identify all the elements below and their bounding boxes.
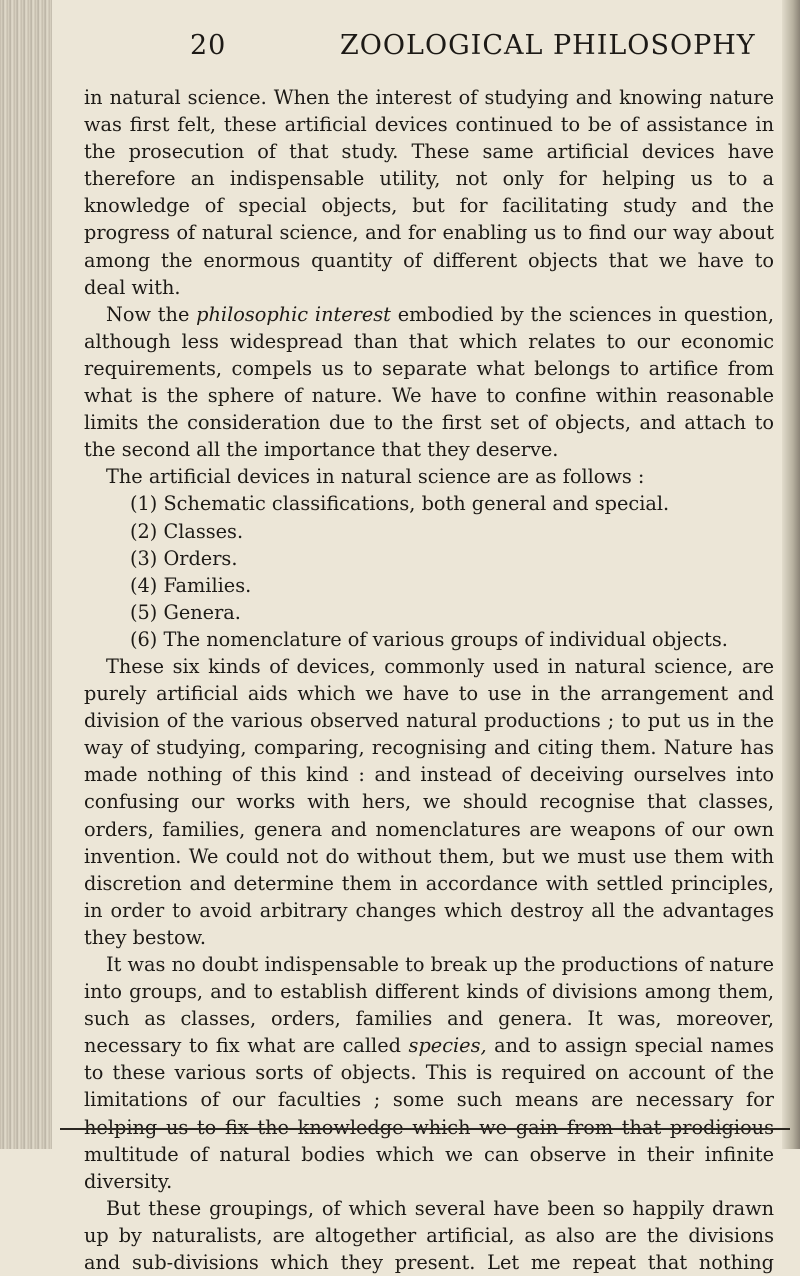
emphasis-philosophic-interest: philosophic interest	[196, 302, 391, 326]
bottom-rule	[60, 1128, 790, 1130]
paragraph-4: These six kinds of devices, commonly used in natural science, are purely artificial aids which we have to use in the arrangement and division of the various observed natural productions ; to put us in the way of studying, comparing, recognising and citing them. Nature has made nothing of this kind : and instead of deceiving ourselves into confusing our works with hers, we should recognise that classes, orders, families, genera and nomenclatures are weapons of our own invention. We could not do without them, but we must use them with discretion and determine them in accordance with settled principles, in order to avoid arbitrary changes which destroy all the advantages they bestow.	[84, 654, 774, 949]
paragraph-2: Now the philosophic interest embodied by the sciences in question, although less widespread than that which relates to our economic requirements, compels us to separate what belongs to artifice from what is the sphere of nature. We have to confine within reasonable limits the consideration due to the first set of objects, and attach to the second all the importance that they deserve.	[84, 302, 774, 462]
emphasis-species: species,	[408, 1034, 487, 1058]
page-header	[190, 30, 790, 70]
paragraph-3: The artificial devices in natural science are as follows :	[106, 465, 645, 489]
body-text	[84, 84, 774, 1276]
list-item: (6) The nomenclature of various groups of individual objects.	[130, 627, 728, 651]
paragraph-1: in natural science. When the interest of studying and knowing nature was first felt, these artificial devices continued to be of assistance in the prosecution of that study. These same artificial devices have therefore an indispensable utility, not only for helping us to a knowledge of special objects, but for facilitating study and the progress of natural science, and for enabling us to find our way about among the enormous quantity of different objects that we have to deal with.	[84, 86, 774, 299]
list-item: (3) Orders.	[130, 546, 238, 570]
paragraph-6: But these groupings, of which several have been so happily drawn up by naturalists, are altogether artificial, as also are the divisions and sub-divisions which they present. Let me repeat that nothing	[84, 1196, 774, 1275]
paragraph-5: It was no doubt indispensable to break up the productions of nature into groups, and to establish different kinds of divisions among them, such as classes, orders, families and genera. It was, moreover, necessary to fix what are called species, and to assign special names to these various sorts of objects. This is required on account of the limitations of our faculties ; some such means are necessary for multitude of natural bodies which we can observe in their infinite diversity.	[84, 953, 775, 1193]
list-item: (5) Genera.	[130, 600, 241, 624]
list-item: (1) Schematic classifications, both general and special.	[130, 492, 670, 516]
list-item: (2) Classes.	[130, 519, 244, 543]
page-edge	[782, 0, 800, 1149]
running-head: ZOOLOGICAL PHILOSOPHY	[340, 30, 756, 61]
binding-gutter	[0, 0, 52, 1149]
page-number: 20	[190, 30, 227, 61]
list-item: (4) Families.	[130, 573, 252, 597]
